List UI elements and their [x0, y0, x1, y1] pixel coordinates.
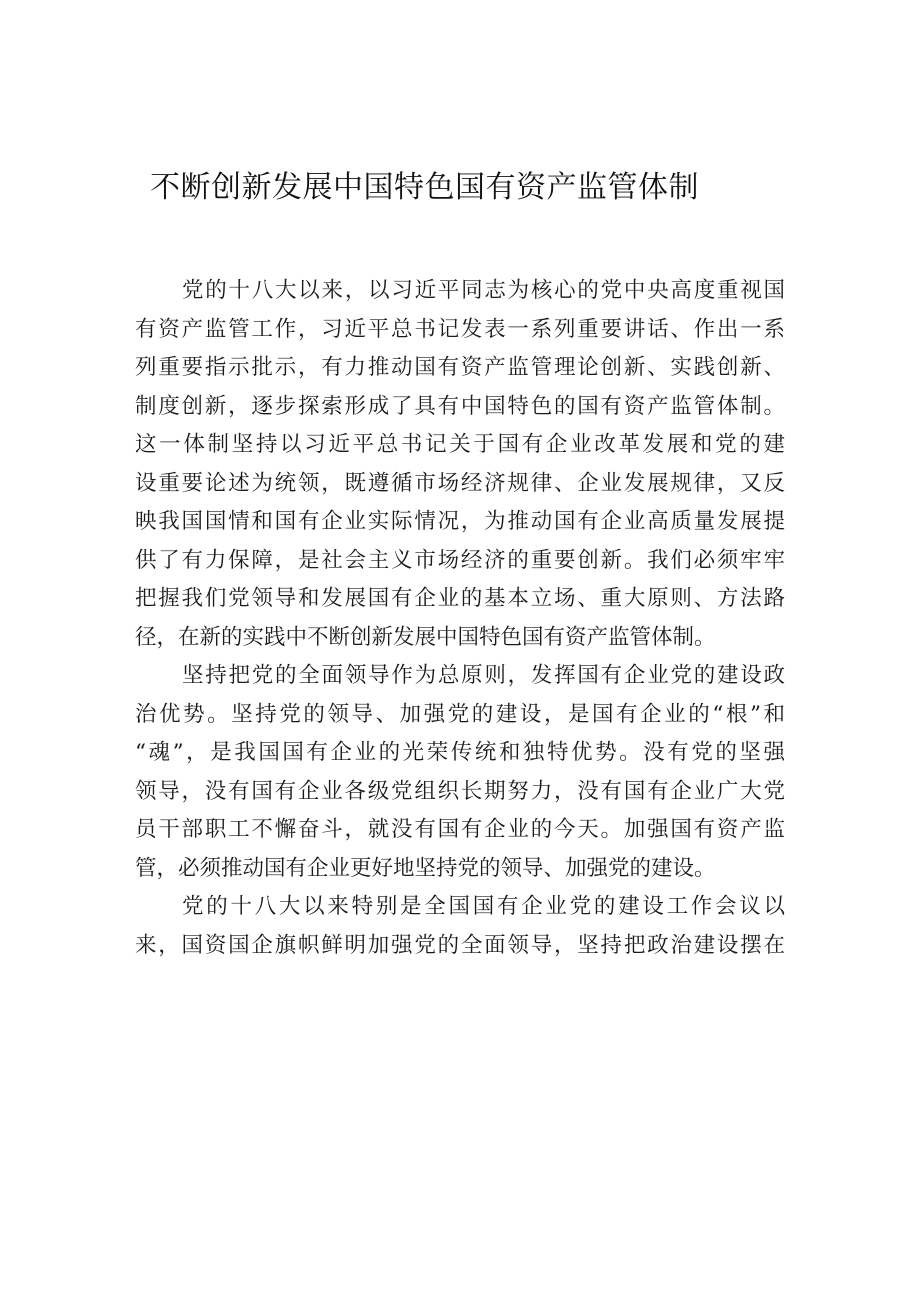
paragraph-line: 管，必须推动国有企业更好地坚持党的领导、加强党的建设。 [135, 855, 716, 881]
paragraph-line: 径，在新的实践中不断创新发展中国特色国有资产监管体制。 [135, 624, 716, 650]
paragraph-line: 制度创新，逐步探索形成了具有中国特色的国有资产监管体制。 [135, 393, 785, 419]
document-body [135, 272, 785, 965]
paragraph-line: “魂”，是我国国有企业的光荣传统和独特优势。没有党的坚强 [135, 740, 785, 765]
paragraph-line: 把握我们党领导和发展国有企业的基本立场、重大原则、方法路 [135, 586, 785, 611]
paragraph-line: 治优势。坚持党的领导、加强党的建设，是国有企业的“根”和 [135, 701, 785, 727]
paragraph-line: 员干部职工不懈奋斗，就没有国有企业的今天。加强国有资产监 [135, 817, 785, 842]
paragraph-line: 党的十八大以来，以习近平同志为核心的党中央高度重视国 [182, 278, 785, 303]
paragraph-line: 设重要论述为统领，既遵循市场经济规律、企业发展规律，又反 [135, 470, 785, 496]
paragraph-line: 映我国国情和国有企业实际情况，为推动国有企业高质量发展提 [135, 509, 785, 534]
paragraph-line: 列重要指示批示，有力推动国有资产监管理论创新、实践创新、 [135, 355, 785, 380]
paragraph-line: 领导，没有国有企业各级党组织长期努力，没有国有企业广大党 [135, 778, 785, 804]
paragraph [135, 888, 785, 965]
document-title: 不断创新发展中国特色国有资产监管体制 [150, 170, 699, 205]
paragraph-line: 有资产监管工作，习近平总书记发表一系列重要讲话、作出一系 [135, 316, 785, 342]
paragraph-line: 坚持把党的全面领导作为总原则，发挥国有企业党的建设政 [182, 663, 785, 688]
paragraph-line: 供了有力保障，是社会主义市场经济的重要创新。我们必须牢牢 [135, 547, 785, 573]
paragraph [135, 272, 785, 657]
paragraph-line: 党的十八大以来特别是全国国有企业党的建设工作会议以 [182, 894, 785, 919]
paragraph-line: 来，国资国企旗帜鲜明加强党的全面领导，坚持把政治建设摆在 [135, 932, 785, 958]
paragraph [135, 657, 785, 888]
paragraph-line: 这一体制坚持以习近平总书记关于国有企业改革发展和党的建 [135, 432, 785, 457]
